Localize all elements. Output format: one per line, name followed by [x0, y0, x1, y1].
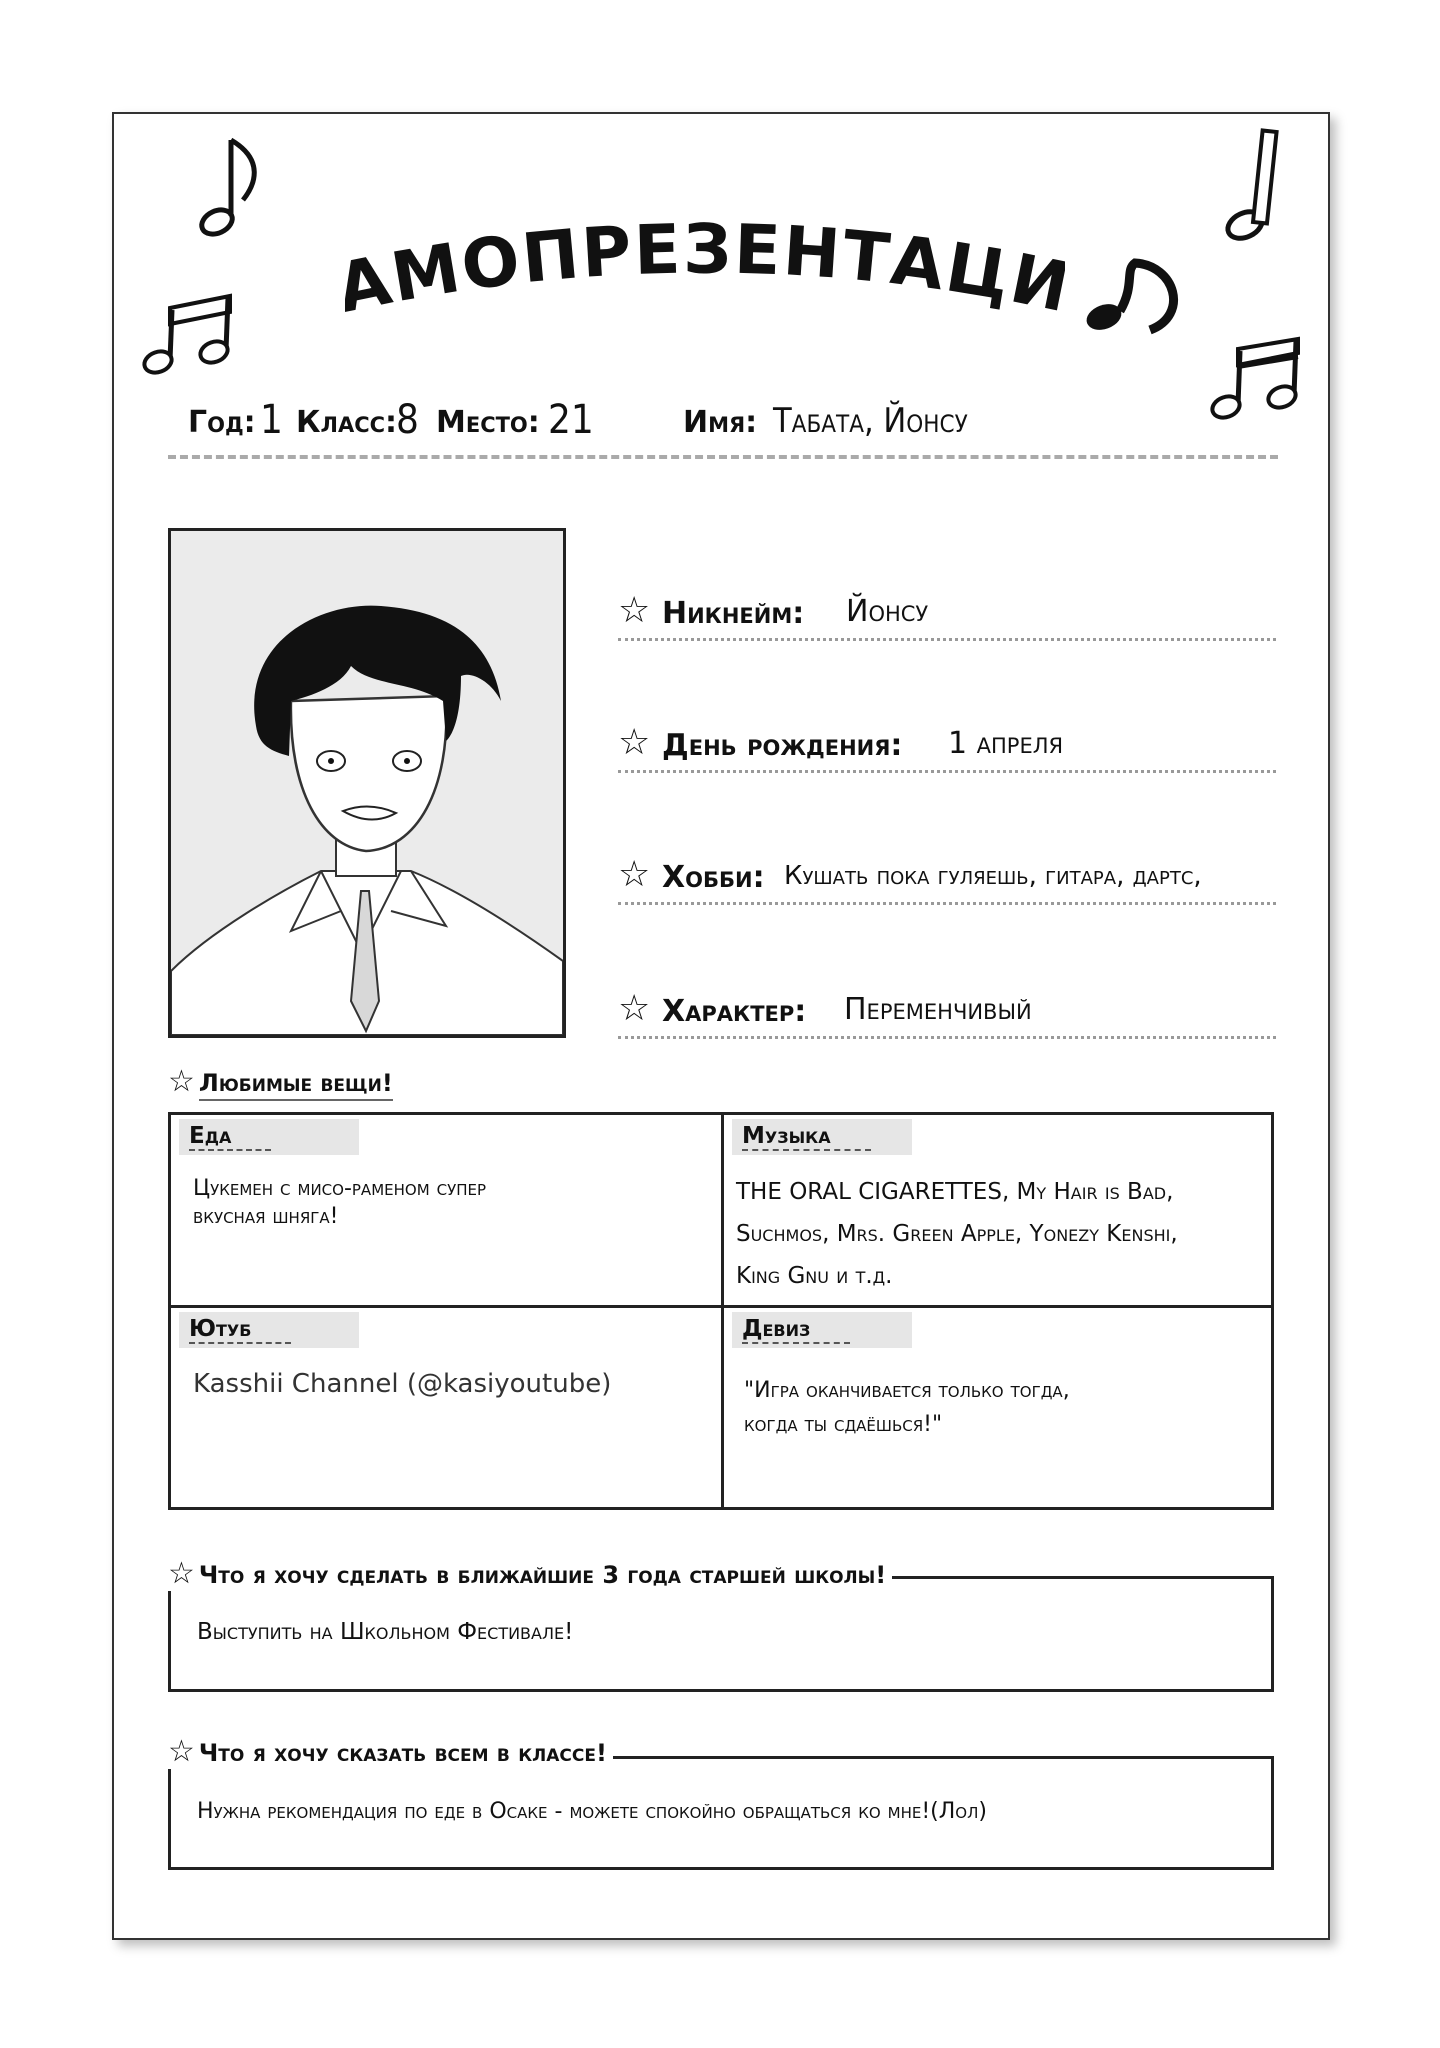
eighth-note-icon [195, 130, 265, 245]
food-line-2: вкусная шняга! [193, 1204, 339, 1229]
favorites-grid [168, 1112, 1274, 1510]
class-value: 8 [396, 397, 419, 443]
music-line-1: THE ORAL CIGARETTES, My Hair is Bad, [736, 1179, 1174, 1205]
student-info-line [168, 395, 1278, 459]
birthday-field [618, 714, 1276, 773]
music-line-2: Suchmos, Mrs. Green Apple, Yonezy Kenshi, [736, 1221, 1178, 1247]
character-field [618, 980, 1276, 1039]
class-label: Класс: [296, 405, 398, 440]
motto-line-2: когда ты сдаёшься!" [744, 1412, 943, 1437]
hobby-field [618, 846, 1276, 905]
hobby-value: Кушать пока гуляешь, гитара, дартс, [784, 861, 1202, 891]
youtube-label: Ютуб [189, 1316, 291, 1344]
quarter-note-icon [1220, 125, 1290, 250]
page-title [345, 215, 1065, 335]
youtube-cell [171, 1308, 721, 1507]
motto-cell [724, 1308, 1271, 1507]
eighth-note-icon [1080, 255, 1190, 345]
motto-label: Девиз [742, 1316, 850, 1344]
motto-line-1: "Игра оканчивается только тогда, [744, 1378, 1070, 1403]
food-cell [171, 1115, 721, 1305]
nickname-value: Йонсу [846, 594, 929, 629]
star-icon: ☆ [168, 1734, 195, 1769]
nickname-label: Никнейм: [662, 596, 805, 631]
year-label: Год: [188, 405, 256, 440]
food-line-1: Цукемен с мисо-раменом супер [193, 1176, 487, 1201]
music-label: Музыка [742, 1123, 871, 1151]
star-icon: ☆ [168, 1064, 195, 1099]
character-value: Переменчивый [844, 992, 1032, 1027]
character-label: Характер: [662, 994, 807, 1029]
svg-text:САМОПРЕЗЕНТАЦИЯ [345, 215, 1065, 329]
favorites-title: ☆ Любимые вещи! [168, 1064, 393, 1099]
food-label: Еда [189, 1123, 271, 1151]
star-icon: ☆ [618, 722, 651, 763]
year-value: 1 [260, 397, 283, 443]
star-icon: ☆ [618, 988, 651, 1029]
youtube-value: Kasshii Channel (@kasiyoutube) [193, 1369, 612, 1399]
beamed-notes-icon [140, 290, 240, 380]
music-cell [724, 1115, 1271, 1305]
star-icon: ☆ [618, 590, 651, 631]
birthday-label: День рождения: [662, 728, 903, 763]
star-icon: ☆ [618, 854, 651, 895]
birthday-value: 1 апреля [948, 726, 1064, 761]
goals-value: Выступить на Школьном Фестивале! [197, 1619, 574, 1645]
name-value: Табата, Йонсу [773, 401, 968, 441]
name-label: Имя: [683, 405, 758, 440]
seat-label: Место: [436, 405, 540, 440]
title-text: МОПРЕЗЕНТАЦ [385, 215, 1018, 319]
goals-box [168, 1576, 1274, 1692]
seat-value: 21 [548, 397, 594, 443]
message-value: Нужна рекомендация по еде в Осаке - можете спокойно обращаться ко мне!(Лол) [197, 1799, 987, 1824]
star-icon: ☆ [168, 1556, 195, 1591]
hobby-label: Хобби: [662, 860, 765, 895]
student-portrait [168, 528, 566, 1038]
goals-title: ☆ Что я хочу сделать в ближайшие 3 года старшей школы! [168, 1556, 892, 1591]
music-line-3: King Gnu и т.д. [736, 1263, 893, 1289]
message-title: ☆ Что я хочу сказать всем в классе! [168, 1734, 613, 1769]
message-box [168, 1756, 1274, 1870]
nickname-field [618, 582, 1276, 641]
